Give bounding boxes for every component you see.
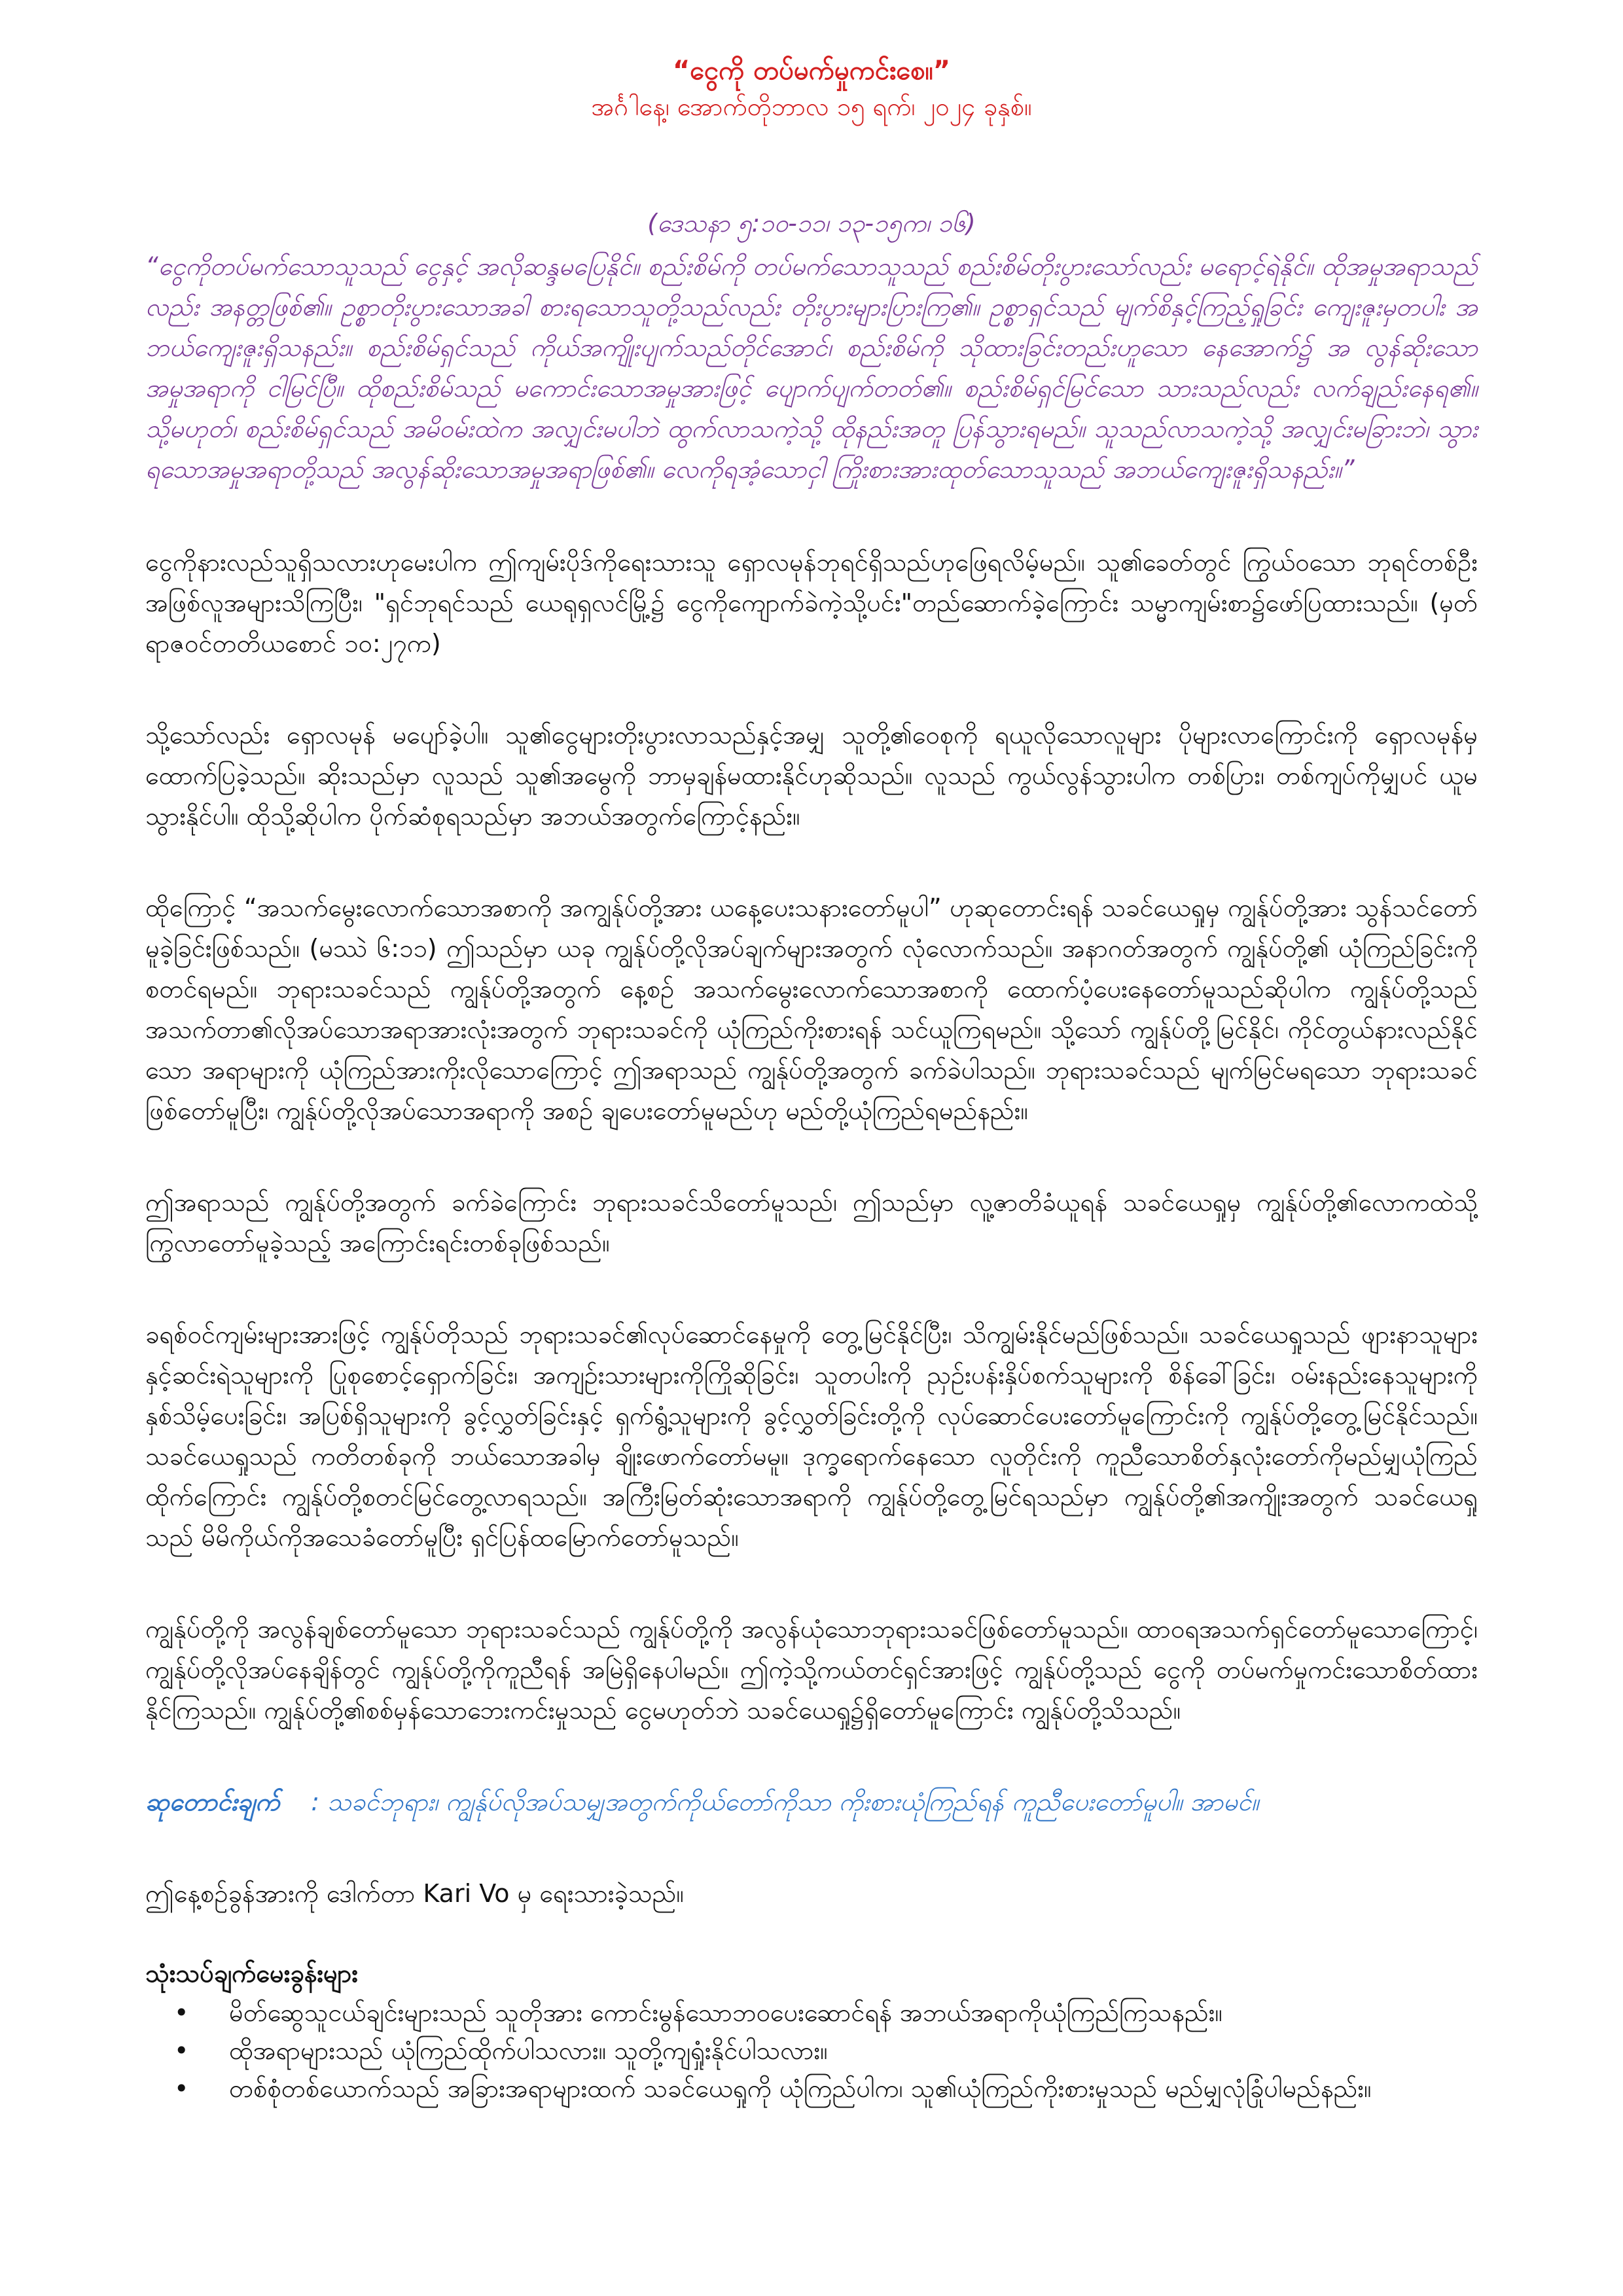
list-item (174, 2070, 1478, 2108)
author-line: ဤနေ့စဉ်ခွန်အားကို ဒေါက်တာ Kari Vo မှ ရေးသားခဲ့သည်။ (145, 1879, 684, 1908)
prayer (145, 1782, 1478, 1822)
page-title: “ငွေကို တပ်မက်မှုကင်းစေ။” (673, 56, 950, 86)
page-date: အင်္ဂါနေ့၊ အောက်တိုဘာလ ၁၅ ရက်၊ ၂၀၂၄ ခုနှစ်။ (591, 92, 1032, 121)
body-paragraph-5: ခရစ်ဝင်ကျမ်းများအားဖြင့် ကျွန်ုပ်တိုသည် ဘုရားသခင်၏လုပ်ဆောင်နေမှုကို တွေ့မြင်နိုင်ပြီး၊ သိကျွမ်းနိုင်မည်ဖြစ်သည်။ သခင်ယေရှုသည် ဖျားနာသူများနှင့်ဆင်းရဲသူများကို ပြုစုစောင့်ရှောက်ခြင်း၊ အကျဉ်းသားများကိုကြိုဆိုခြင်း၊ သူတပါးကို ညှဉ်းပန်းနှိပ်စက်သူများကို စိန်ခေါ်ခြင်း၊ ဝမ်းနည်းနေသူများကို နှစ်သိမ့်ပေးခြင်း၊ အပြစ်ရှိသူများကို ခွင့်လွှတ်ခြင်းနှင့် ရှက်ရွံ့သူများကို ခွင့်လွှတ်ခြင်းတို့ကို လုပ်ဆောင်ပေးတော်မူကြောင်းကို ကျွန်ုပ်တို့တွေ့မြင်နိုင်သည်။ သခင်ယေရှုသည် ကတိတစ်ခုကို ဘယ်သောအခါမှ ချိုးဖောက်တော်မမူ။ ဒုက္ခရောက်နေသော လူတိုင်းကို ကူညီသောစိတ်နှလုံးတော်ကိုမည်မျှယုံကြည်ထိုက်ကြောင်း ကျွန်ုပ်တို့စတင်မြင်တွေ့လာရသည်။ အကြီးမြတ်ဆုံးသောအရာကို ကျွန်ုပ်တို့တွေ့မြင်ရသည်မှာ ကျွန်ုပ်တို့၏အကျိုးအတွက် သခင်ယေရှုသည် မိမိကိုယ်ကိုအသေခံတော်မူပြီး ရှင်ပြန်ထမြောက်တော်မူသည်။ (145, 1320, 1478, 1552)
scripture-reference: (ဒေသနာ ၅:၁၀-၁၁၊ ၁၃-၁၅က၊ ၁၆) (647, 209, 976, 238)
list-item (174, 2032, 1478, 2070)
body-paragraph-6: ကျွန်ုပ်တို့ကို အလွန်ချစ်တော်မူသော ဘုရားသခင်သည် ကျွန်ုပ်တို့ကို အလွန်ယုံသောဘုရားသခင်ဖြစ်တော်မူသည်။ ထာဝရအသက်ရှင်တော်မူသောကြောင့်၊ ကျွန်ုပ်တို့လိုအပ်နေချိန်တွင် ကျွန်ုပ်တို့ကိုကူညီရန် အမြဲရှိနေပါမည်။ ဤကဲ့သို့ကယ်တင်ရှင်အားဖြင့် ကျွန်ုပ်တို့သည် ငွေကို တပ်မက်မှုကင်းသောစိတ်ထားနိုင်ကြသည်။ ကျွန်ုပ်တို့၏စစ်မှန်သောဘေးကင်းမှုသည် ငွေမဟုတ်ဘဲ သခင်ယေရှု၌ရှိတော်မူကြောင်း ကျွန်ုပ်တို့သိသည်။ (145, 1615, 1478, 1725)
bullet-icon: • (174, 2036, 189, 2065)
prayer-text: : သခင်ဘုရား၊ ကျွန်ုပ်လိုအပ်သမျှအတွက်ကိုယ်တော်ကိုသာ ကိုးစားယုံကြည်ရန် ကူညီပေးတော်မူပါ။ အာမင်။ (311, 1787, 1259, 1816)
body-paragraph-1: ငွေကိုနားလည်သူရှိသလားဟုမေးပါက ဤကျမ်းပိုဒ်ကိုရေးသားသူ ရှောလမုန်ဘုရင်ရှိသည်ဟုဖြေရလိမ့်မည်။ သူ၏ခေတ်တွင် ကြွယ်ဝသော ဘုရင်တစ်ဦးအဖြစ်လူအများသိကြပြီး၊ "ရှင်ဘုရင်သည် ယေရုရှလင်မြို့၌ ငွေကိုကျောက်ခဲကဲ့သို့ပင်း"တည်ဆောက်ခဲ့ကြောင်း သမ္မာကျမ်းစာ၌ဖော်ပြထားသည်။ (မှတ်ရာဇဝင်တတိယစောင် ၁၀:၂၇က) (145, 548, 1478, 658)
question-text: ထိုအရာများသည် ယုံကြည်ထိုက်ပါသလား။ သူတို့ကျရှုံးနိုင်ပါသလား။ (229, 2036, 828, 2065)
body-paragraph-4: ဤအရာသည် ကျွန်ုပ်တို့အတွက် ခက်ခဲကြောင်း ဘုရားသခင်သိတော်မူသည်၊ ဤသည်မှာ လူ့ဇာတိခံယူရန် သခင်ယေရှုမှ ကျွန်ုပ်တို့၏လောကထဲသို့ ကြွလာတော်မူခဲ့သည့် အကြောင်းရင်းတစ်ခုဖြစ်သည်။ (145, 1188, 1478, 1257)
prayer-label: ဆုတောင်းချက် (145, 1787, 280, 1816)
body-paragraph-3: ထိုကြောင့် “အသက်မွေးလောက်သောအစာကို အကျွန်ုပ်တို့အား ယနေ့ပေးသနားတော်မူပါ” ဟုဆုတောင်းရန် သခင်ယေရှုမှ ကျွန်ုပ်တို့အား သွန်သင်တော်မူခဲ့ခြင်းဖြစ်သည်။ (မဿဲ ၆:၁၁) ဤသည်မှာ ယခု ကျွန်ုပ်တို့လိုအပ်ချက်များအတွက် လုံလောက်သည်။ အနာဂတ်အတွက် ကျွန်ုပ်တို့၏ ယုံကြည်ခြင်းကိုစတင်ရမည်။ ဘုရားသခင်သည် ကျွန်ုပ်တို့အတွက် နေ့စဉ် အသက်မွေးလောက်သောအစာကို ထောက်ပံ့ပေးနေတော်မူသည်ဆိုပါက ကျွန်ုပ်တို့သည် အသက်တာ၏လိုအပ်သောအရာအားလုံးအတွက် ဘုရားသခင်ကို ယုံကြည်ကိုးစားရန် သင်ယူကြရမည်။ သို့သော် ကျွန်ုပ်တို့မြင်နိုင်၊ ကိုင်တွယ်နားလည်နိုင်သော အရာများကို ယုံကြည်အားကိုးလိုသောကြောင့် ဤအရာသည် ကျွန်ုပ်တို့အတွက် ခက်ခဲပါသည်။ ဘုရားသခင်သည် မျက်မြင်မရသော ဘုရားသခင်ဖြစ်တော်မူပြီး၊ ကျွန်ုပ်တို့လိုအပ်သောအရာကို အစဉ် ချပေးတော်မူမည်ဟု မည်တို့ယုံကြည်ရမည်နည်း။ (145, 893, 1478, 1125)
scripture-text: “ငွေကိုတပ်မက်သောသူသည် ငွေနှင့် အလိုဆန္ဒမပြေနိုင်။ စည်းစိမ်ကို တပ်မက်သောသူသည် စည်းစိမ်တိုးပွားသော်လည်း မရောင့်ရဲနိုင်။ ထိုအမှုအရာသည်လည်း အနတ္တဖြစ်၏။ ဥစ္စာတိုးပွားသောအခါ စားရသောသူတို့သည်လည်း တိုးပွားများပြားကြ၏။ ဥစ္စာရှင်သည် မျက်စိနှင့်ကြည့်ရှုခြင်း ကျေးဇူးမှတပါး အဘယ်ကျေးဇူးရှိသနည်း။ စည်းစိမ်ရှင်သည် ကိုယ်အကျိုးပျက်သည်တိုင်အောင်၊ စည်းစိမ်ကို သိုထားခြင်းတည်းဟူသော နေအောက်၌ အ လွန်ဆိုးသော အမှုအရာကို ငါမြင်ပြီ။ ထိုစည်းစိမ်သည် မကောင်းသောအမှုအားဖြင့် ပျောက်ပျက်တတ်၏။ စည်းစိမ်ရှင်မြင်သော သားသည်လည်း လက်ချည်းနေရ၏။ သို့မဟုတ်၊ စည်းစိမ်ရှင်သည် အမိဝမ်းထဲက အလျှင်းမပါဘဲ ထွက်လာသကဲ့သို့ ထိုနည်းအတူ ပြန်သွားရမည်။ သူသည်လာသကဲ့သို့ အလျှင်းမခြားဘဲ၊ သွားရသောအမှုအရာတို့သည် အလွန်ဆိုးသောအမှုအရာဖြစ်၏။ လေကိုရအံ့သောငှါ ကြိုးစားအားထုတ်သောသူသည် အဘယ်ကျေးဇူးရှိသနည်း။” (145, 252, 1478, 484)
body-paragraph-2: သို့သော်လည်း ရှောလမုန် မပျော်ခဲ့ပါ။ သူ၏ငွေများတိုးပွားလာသည်နှင့်အမျှ သူတို့၏ဝေစုကို ရယူလိုသောလူများ ပိုများလာကြောင်းကို ရှောလမုန်မှထောက်ပြခဲ့သည်။ ဆိုးသည်မှာ လူသည် သူ၏အမွေကို ဘာမှချန်မထားနိုင်ဟုဆိုသည်။ လူသည် ကွယ်လွန်သွားပါက တစ်ပြား၊ တစ်ကျပ်ကိုမျှပင် ယူမသွားနိုင်ပါ။ ထိုသို့ဆိုပါက ပိုက်ဆံစုရသည်မှာ အဘယ်အတွက်ကြောင့်နည်း။ (145, 721, 1478, 831)
questions-list (145, 1994, 1478, 2108)
questions-title: သုံးသပ်ချက်မေးခွန်းများ (145, 1959, 359, 1988)
scripture-block (145, 203, 1478, 490)
bullet-icon: • (174, 2074, 189, 2103)
question-text: တစ်စုံတစ်ယောက်သည် အခြားအရာများထက် သခင်ယေရှုကို ယုံကြည်ပါက၊ သူ၏ယုံကြည်ကိုးစားမှုသည် မည်မျှလုံခြုံပါမည်နည်း။ (229, 2074, 1372, 2103)
question-text: မိတ်ဆွေသူငယ်ချင်းများသည် သူတိုအား ကောင်းမွန်သောဘဝပေးဆောင်ရန် အဘယ်အရာကိုယုံကြည်ကြသနည်း။ (229, 1998, 1222, 2027)
bullet-icon: • (174, 1998, 189, 2027)
list-item (174, 1994, 1478, 2032)
